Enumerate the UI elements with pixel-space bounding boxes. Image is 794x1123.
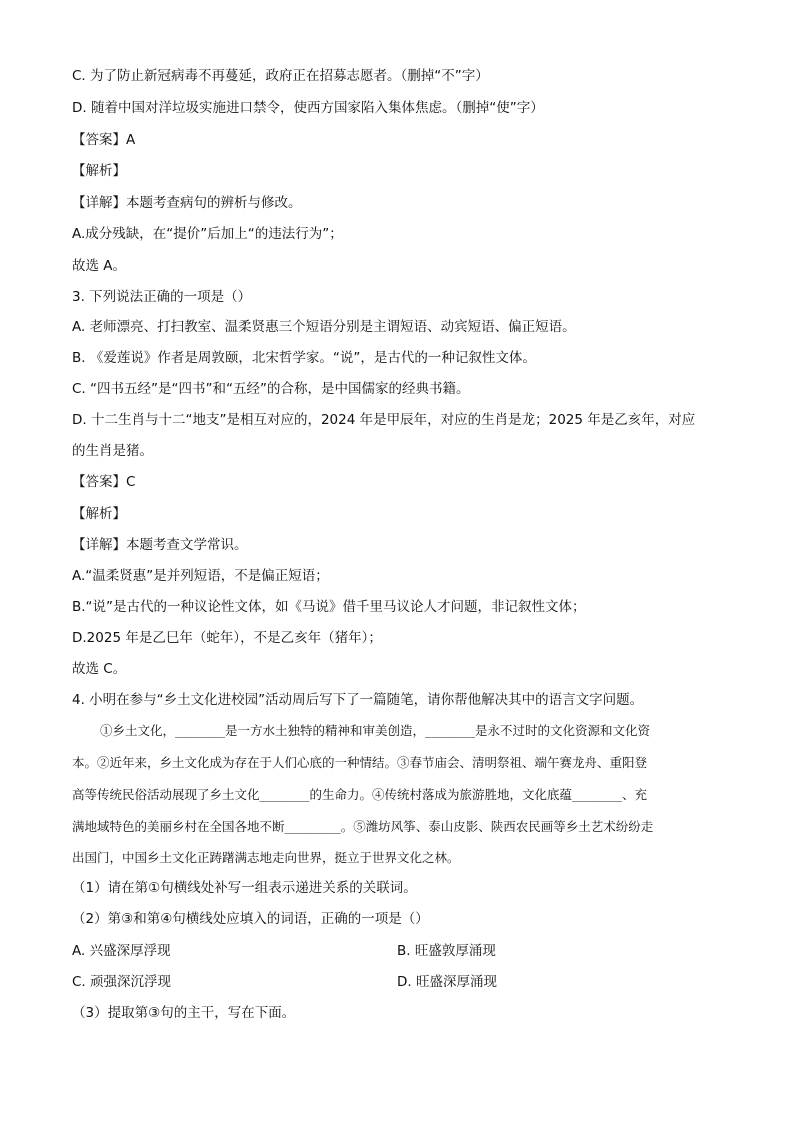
q3-option-d-line1: D. 十二生肖与十二“地支”是相互对应的，2024 年是甲辰年，对应的生肖是龙；2025 年是乙亥年，对应 [72,412,696,428]
q3-option-b: B. 《爱莲说》作者是周敦颐，北宋哲学家。“说”，是古代的一种记叙性文体。 [72,350,536,366]
q2-explanation: A.成分残缺，在“提价”后加上“的违法行为”； [72,226,343,242]
q4-sub2-option-a: A. 兴盛深厚浮现 [72,943,171,959]
q2-answer: 【答案】A [72,132,136,148]
q4-sub2-option-d: D. 旺盛深厚涌现 [397,974,497,990]
q3-choose: 故选 C。 [72,661,127,677]
q2-option-c: C. 为了防止新冠病毒不再蔓延，政府正在招募志愿者。（删掉“不”字） [72,68,489,84]
q3-option-c: C. “四书五经”是“四书”和“五经”的合称，是中国儒家的经典书籍。 [72,381,470,397]
q2-detail: 【详解】本题考查病句的辨析与修改。 [72,195,302,211]
q4-sub-question-1: （1）请在第①句横线处补写一组表示递进关系的关联词。 [72,880,417,896]
q4-passage-line-2: 本。②近年来，乡土文化成为存在于人们心底的一种情结。③春节庙会、清明祭祖、端午赛龙舟、重阳登 [72,755,648,770]
q2-option-d: D. 随着中国对洋垃圾实施进口禁令，使西方国家陷入集体焦虑。（删掉“使”字） [72,100,544,116]
q4-passage-line-4: 满地域特色的美丽乡村在全国各地不断_________。⑤潍坊风筝、泰山皮影、陕西农民画等乡土艺术纷纷走 [72,819,654,834]
q2-analysis-title: 【解析】 [72,163,126,179]
q3-explanation-b: B.“说”是古代的一种议论性文体，如《马说》借千里马议论人才问题，非记叙性文体； [72,599,586,615]
q3-explanation-d: D.2025 年是乙巳年（蛇年），不是乙亥年（猪年）； [72,630,382,646]
q3-option-a: A. 老师漂亮、打扫教室、温柔贤惠三个短语分别是主谓短语、动宾短语、偏正短语。 [72,319,576,335]
q4-stem: 4. 小明在参与“乡土文化进校园”活动周后写下了一篇随笔，请你帮他解决其中的语言文字问题。 [72,692,644,708]
q4-passage-line-5: 出国门，中国乡土文化正踌躇满志地走向世界，挺立于世界文化之林。 [72,850,460,865]
q3-analysis-title: 【解析】 [72,506,126,522]
q3-option-d-line2: 的生肖是猪。 [72,443,153,459]
q4-passage-line-3: 高等传统民俗活动展现了乡土文化________的生命力。④传统村落成为旅游胜地，文化底蕴________、充 [72,787,648,802]
q3-answer: 【答案】C [72,474,136,490]
q3-detail: 【详解】本题考查文学常识。 [72,537,248,553]
q2-choose: 故选 A。 [72,258,127,274]
q4-sub-question-2: （2）第③和第④句横线处应填入的词语，正确的一项是（） [72,911,429,927]
q4-passage-line-1: ①乡土文化，________是一方水土独特的精神和审美创造，________是永不过时的文化资源和文化资 [100,723,651,738]
q4-sub2-option-b: B. 旺盛敦厚涌现 [397,943,496,959]
q4-sub-question-3: （3）提取第③句的主干，写在下面。 [72,1005,296,1021]
q3-explanation-a: A.“温柔贤惠”是并列短语，不是偏正短语； [72,568,329,584]
q4-sub2-option-c: C. 顽强深沉浮现 [72,974,172,990]
q3-stem: 3. 下列说法正确的一项是（） [72,289,252,305]
